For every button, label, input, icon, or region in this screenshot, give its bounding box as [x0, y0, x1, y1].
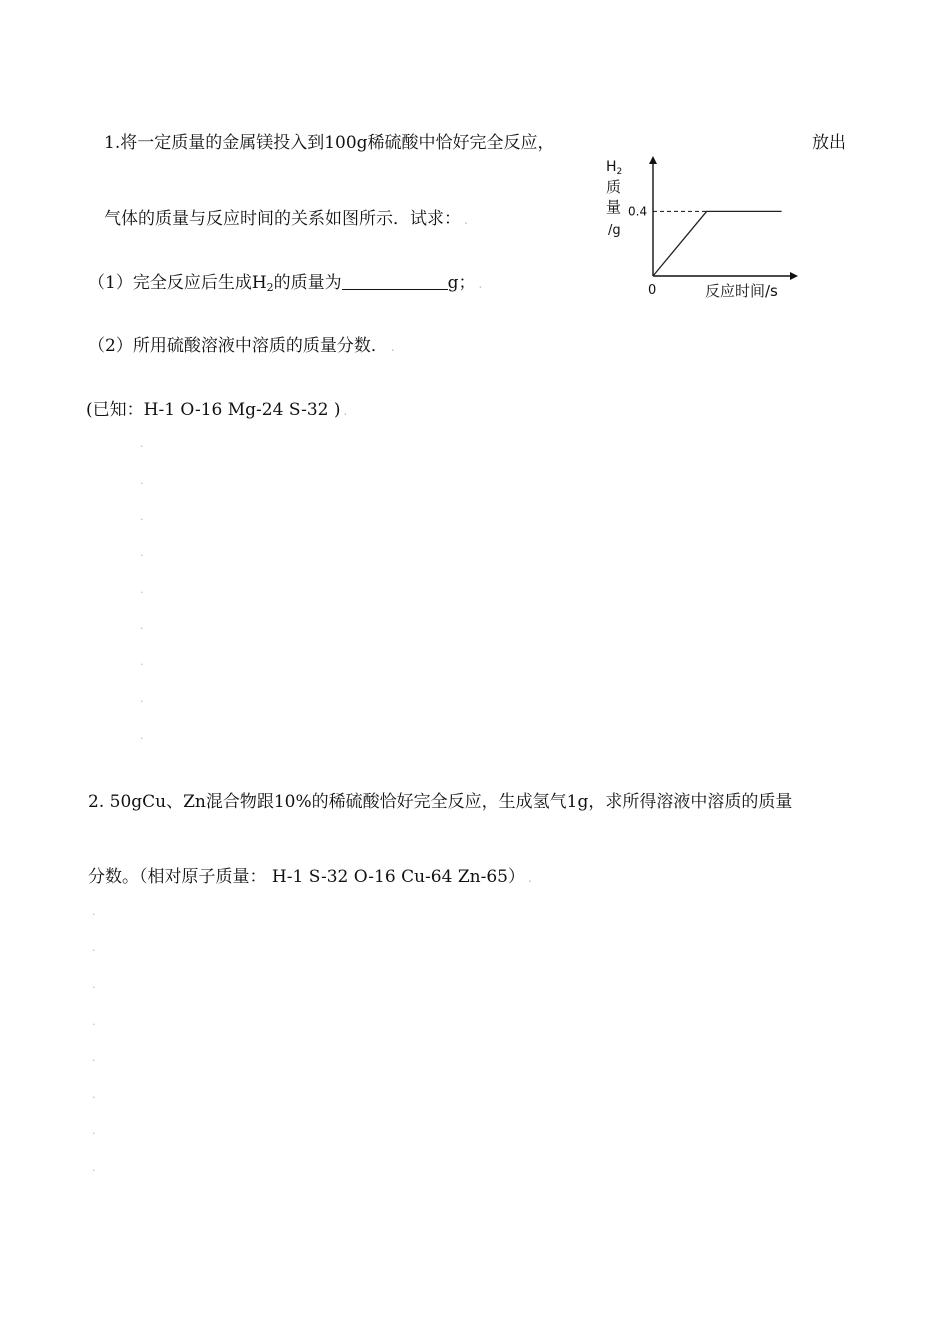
- x-axis-label: 反应时间/s: [705, 282, 778, 300]
- paragraph-mark: .: [140, 655, 144, 668]
- paragraph-mark: .: [92, 1161, 96, 1174]
- answer-blank[interactable]: [342, 273, 448, 290]
- q2-line1: [88, 791, 792, 813]
- y-label-h: $H_2$: [606, 159, 623, 177]
- paragraph-mark: .: [140, 510, 144, 523]
- q1-line1-text: 1.将一定质量的金属镁投入到100g稀硫酸中恰好完全反应，: [104, 133, 555, 153]
- q1-sub2-text: （2）所用硫酸溶液中溶质的质量分数．: [88, 336, 388, 356]
- paragraph-mark: .: [140, 546, 144, 559]
- h2-mass-chart: [598, 152, 808, 304]
- q1-sub1-subscript: 2: [266, 281, 274, 294]
- q1-line1: [104, 132, 555, 154]
- q1-sub1-before: （1）完全反应后生成H: [88, 273, 267, 293]
- paragraph-mark: .: [140, 692, 144, 705]
- paragraph-mark: .: [140, 729, 144, 742]
- paragraph-mark: .: [92, 978, 96, 991]
- paragraph-mark: .: [343, 404, 348, 418]
- q1-sub1-mid: 的质量为: [273, 273, 342, 293]
- paragraph-mark: .: [140, 619, 144, 632]
- q1-line1-right: [812, 132, 846, 154]
- q1-sub2: [88, 335, 395, 358]
- y-label-unit: /g: [608, 223, 621, 238]
- q2-line2: [88, 866, 532, 889]
- paragraph-mark: .: [140, 437, 144, 450]
- paragraph-mark: .: [92, 1124, 96, 1137]
- paragraph-mark: .: [140, 583, 144, 596]
- paragraph-mark: .: [92, 905, 96, 918]
- q1-known-text: (已知：H-1 O-16 Mg-24 S-32 ): [86, 400, 341, 420]
- q1-known: [86, 399, 347, 422]
- paragraph-mark: .: [92, 1088, 96, 1101]
- q1-line1-right-text: 放出: [812, 133, 846, 153]
- q1-sub1: [88, 272, 482, 295]
- paragraph-mark: .: [464, 213, 468, 227]
- paragraph-mark: .: [478, 277, 483, 291]
- q2-line1-text: 2. 50gCu、Zn混合物跟10%的稀硫酸恰好完全反应，生成氢气1g，求所得溶液中溶质的质量: [88, 792, 793, 812]
- paragraph-mark: .: [92, 1051, 96, 1064]
- q1-line2-text: 气体的质量与反应时间的关系如图所示．试求：: [104, 209, 461, 229]
- y-label-zhi: 质: [606, 178, 622, 196]
- q1-sub1-after: g；: [447, 273, 476, 293]
- y-label-liang: 量: [606, 198, 622, 216]
- paragraph-mark: .: [92, 1015, 96, 1028]
- origin-label: 0: [648, 283, 657, 298]
- y-tick-label: 0.4: [628, 204, 648, 219]
- series-line: [653, 211, 782, 276]
- paragraph-mark: .: [92, 941, 96, 954]
- q2-line2-text: 分数。（相对原子质量： H-1 S-32 O-16 Cu-64 Zn-65）: [88, 867, 525, 887]
- paragraph-mark: .: [140, 474, 144, 487]
- paragraph-mark: .: [527, 871, 532, 885]
- paragraph-mark: .: [390, 340, 395, 354]
- q1-line2: [104, 208, 468, 231]
